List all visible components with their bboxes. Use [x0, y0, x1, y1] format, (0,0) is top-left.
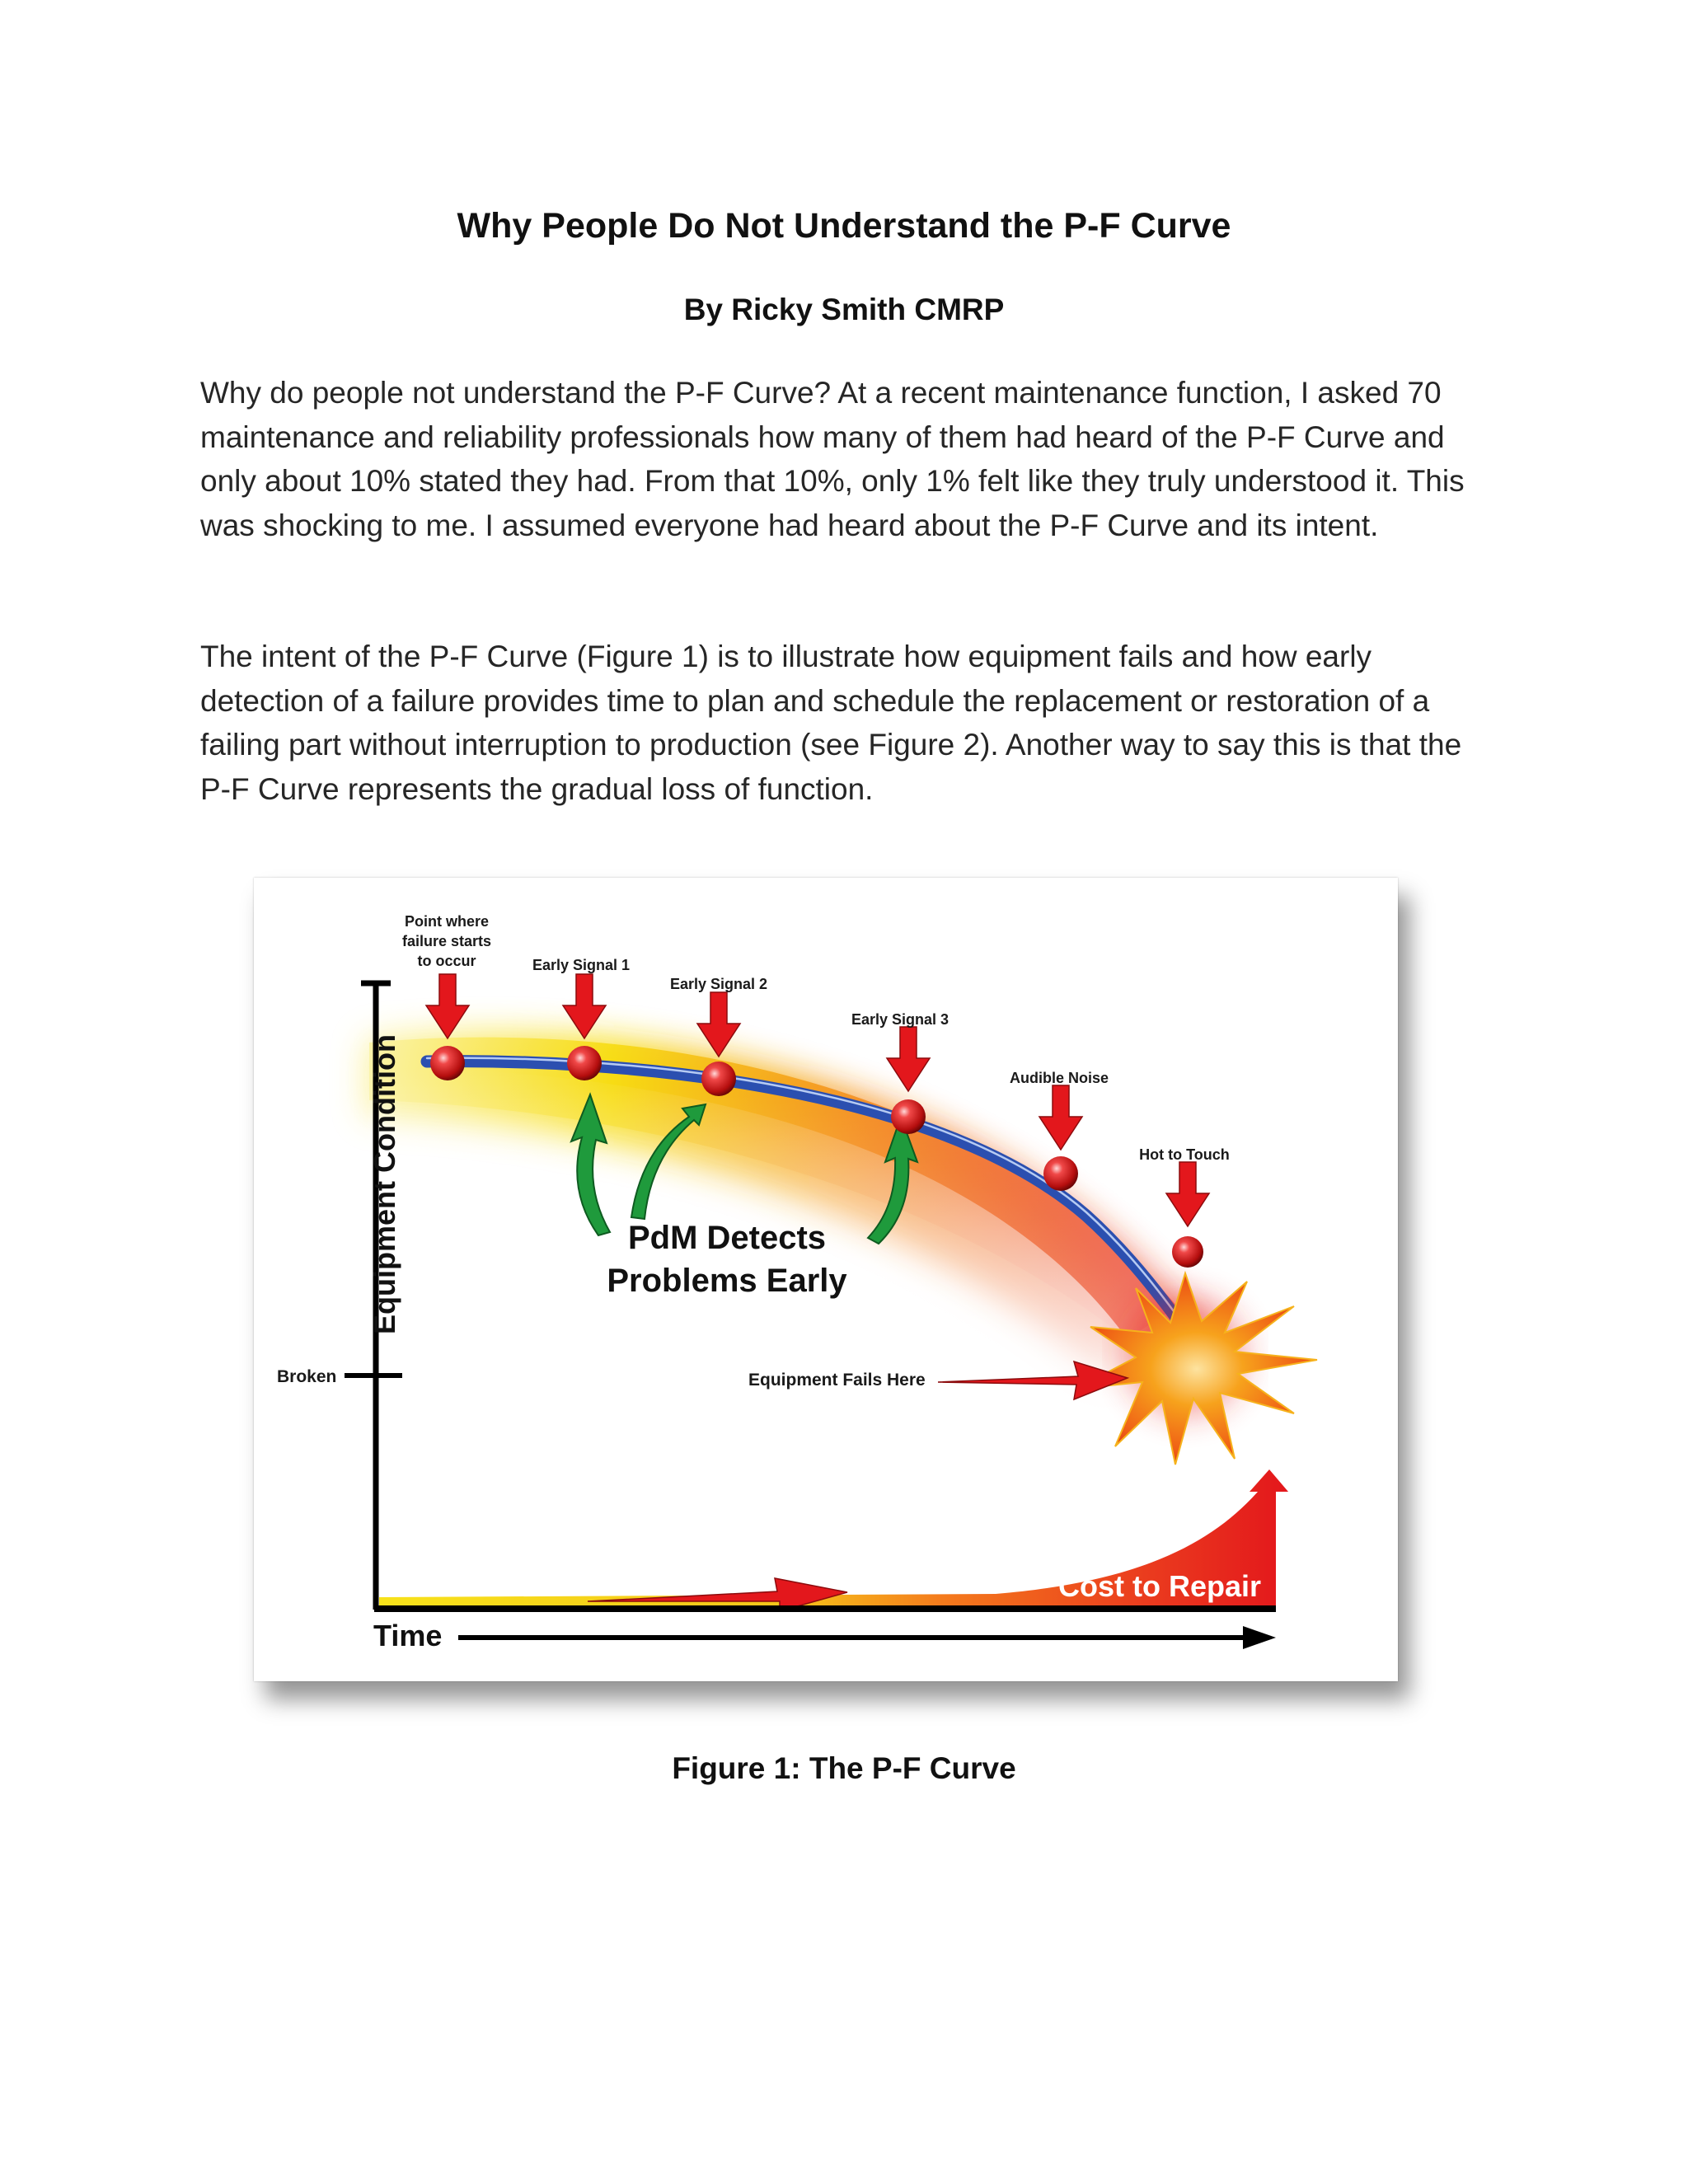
pdm-line-1: PdM Detects [627, 1220, 827, 1256]
paragraph-intent: The intent of the P-F Curve (Figure 1) is to illustrate how equipment fails and how early detection of a failure provides time to plan and schedule the replacement or restoration of a failing part without interruption to production (see Figure 2). Another way to say this is that the P-F Curve represents the gradual loss of function. [200, 640, 1462, 806]
point-signal-1 [567, 1046, 602, 1080]
start-label-line-1: Point where [404, 913, 490, 930]
paragraph-intro: Why do people not understand the P-F Curve? At a recent maintenance function, I asked 70 maintenance and reliability professionals how many of them had heard of the P-F Curve and only about 10% stated they had. From that 10%, only 1% felt like they truly understood it. This was shocking to me. I assumed everyone had heard about the P-F Curve and its intent. [200, 376, 1465, 542]
pf-curve-figure [254, 878, 1398, 1681]
point-p [430, 1046, 465, 1080]
red-arrow-signal-2 [697, 992, 740, 1057]
figure-caption: Figure 1: The P-F Curve [672, 1751, 1016, 1785]
pf-curve-diagram [254, 878, 1398, 1681]
red-arrow-signal-3 [887, 1027, 930, 1091]
time-arrow-head [1243, 1626, 1276, 1649]
x-axis-label: Time [373, 1619, 443, 1652]
label-broken: Broken [277, 1367, 337, 1386]
point-audible [1043, 1156, 1078, 1191]
author-byline: By Ricky Smith CMRP [683, 293, 1005, 326]
red-arrow-start [426, 974, 469, 1038]
point-hot [1172, 1236, 1203, 1268]
label-cost-to-repair: Cost to Repair [1057, 1569, 1261, 1603]
label-early-signal-3: Early Signal 3 [851, 1011, 950, 1028]
point-signal-2 [701, 1062, 736, 1096]
label-fails-here: Equipment Fails Here [748, 1371, 926, 1390]
label-early-signal-2: Early Signal 2 [669, 976, 768, 992]
label-audible-noise: Audible Noise [1009, 1070, 1109, 1086]
start-label-line-3: to occur [417, 953, 476, 969]
start-label-line-2: failure starts [401, 933, 492, 949]
label-hot-to-touch: Hot to Touch [1139, 1146, 1230, 1163]
red-arrow-signal-1 [563, 974, 606, 1038]
page-title: Why People Do Not Understand the P-F Curve [457, 206, 1231, 246]
label-early-signal-1: Early Signal 1 [532, 957, 631, 973]
pdm-line-2: Problems Early [607, 1263, 847, 1299]
y-axis-label: Equipment Condition [368, 1034, 401, 1334]
point-signal-3 [891, 1099, 926, 1134]
